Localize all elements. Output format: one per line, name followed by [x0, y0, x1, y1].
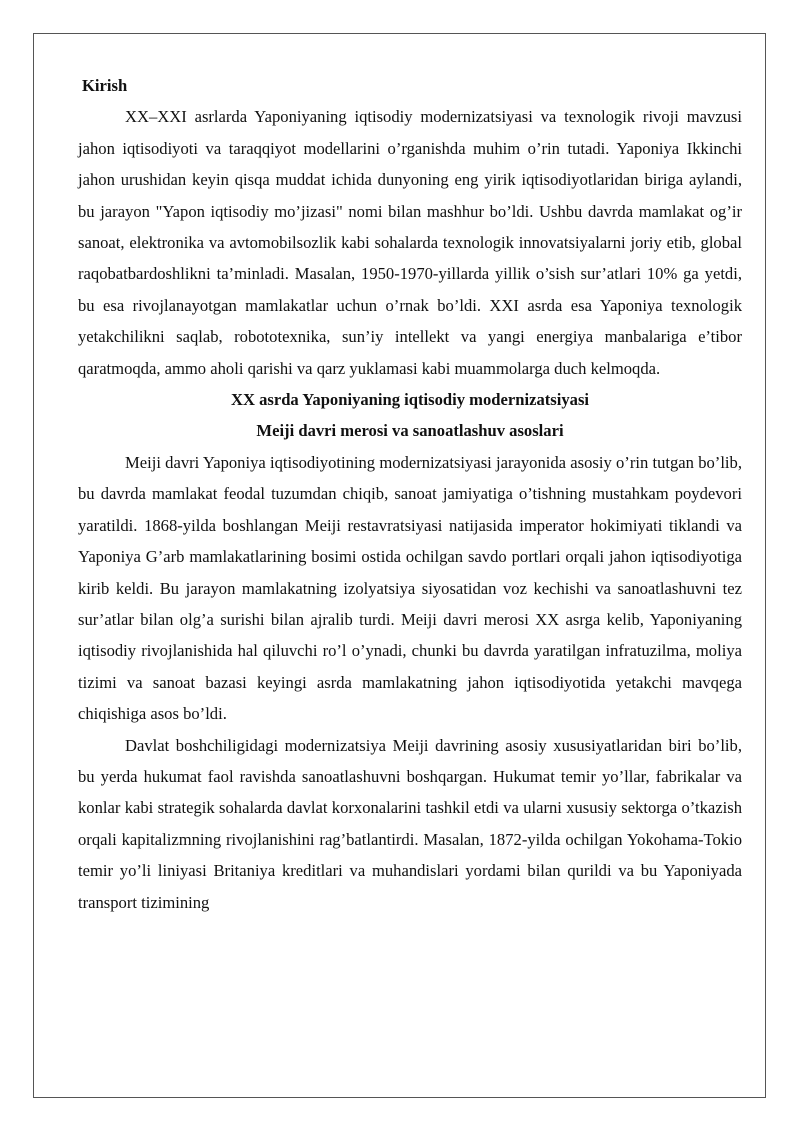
intro-heading: Kirish — [82, 76, 128, 95]
paragraph-meiji-legacy: Meiji davri Yaponiya iqtisodiyotining modernizatsiyasi jarayonida asosiy o’rin tutgan bo’lib, bu davrda mamlakat feodal tuzumdan chiqib, sanoat jamiyatiga o’tishning mustahkam poydevori yaratildi. 1868-yilda boshlangan Meiji restavratsiyasi natijasida imperator hokimiyati tiklandi va Yaponiya G’arb mamlakatlarining bosimi ostida ochilgan savdo portlari orqali jahon iqtisodiyotiga kirib keldi. Bu jarayon mamlakatning izolyatsiya siyosatidan voz kechishi va sanoatlashuvni tez sur’atlar bilan olg’a surishi bilan ajralib turdi. Meiji davri merosi XX asrga kelib, Yaponiyaning iqtisodiy rivojlanishida hal qiluvchi ro’l o’ynadi, chunki bu davrda yaratilgan infratuzilma, moliya tizimi va sanoat bazasi keyingi asrda mamlakatning jahon iqtisodiyotida yetakchi mavqega chiqishiga asos bo’ldi. — [78, 452, 742, 724]
document-body — [78, 70, 742, 918]
section-heading: XX asrda Yaponiyaning iqtisodiy modernizatsiyasi — [230, 390, 590, 410]
intro-paragraph: XX–XXI asrlarda Yaponiyaning iqtisodiy modernizatsiyasi va texnologik rivoji mavzusi jahon iqtisodiyoti va taraqqiyot modellarini o’rganishda muhim o’rin tutadi. Yaponiya Ikkinchi jahon urushidan keyin qisqa muddat ichida dunyoning eng yirik iqtisodiyotlaridan biriga aylandi, bu jarayon "Yapon iqtisodiy mo’jizasi" nomi bilan mashhur bo’ldi. Ushbu davrda mamlakat og’ir sanoat, elektronika va avtomobilsozlik kabi sohalarda texnologik innovatsiyalarni joriy etib, global raqobatbardoshlikni ta’minladi. Masalan, 1950-1970-yillarda yillik o’sish sur’atlari 10% ga yetdi, bu esa rivojlanayotgan mamlakatlar uchun o’rnak bo’ldi. XXI asrda esa Yaponiya texnologik yetakchilikni saqlab, robototexnika, sun’iy intellekt va yangi energiya manbalariga e’tibor qaratmoqda, ammo aholi qarishi va qarz yuklamasi kabi muammolarga duch kelmoqda. — [78, 107, 742, 378]
paragraph-state-modernization: Davlat boshchiligidagi modernizatsiya Meiji davrining asosiy xususiyatlaridan biri bo’lib, bu yerda hukumat faol ravishda sanoatlashuvni boshqargan. Hukumat temir yo’llar, fabrikalar va konlar kabi strategik sohalarda davlat korxonalarini tashkil etdi va ularni xususiy sektorga o’tkazish orqali kapitalizmning rivojlanishini rag’batlantirdi. Masalan, 1872-yilda ochilgan Yokohama-Tokio temir yo’li liniyasi Britaniya kreditlari va muhandislari yordami bilan qurildi va bu Yaponiyada transport tizimining — [78, 735, 742, 912]
subsection-heading: Meiji davri merosi va sanoatlashuv asoslari — [256, 421, 564, 441]
